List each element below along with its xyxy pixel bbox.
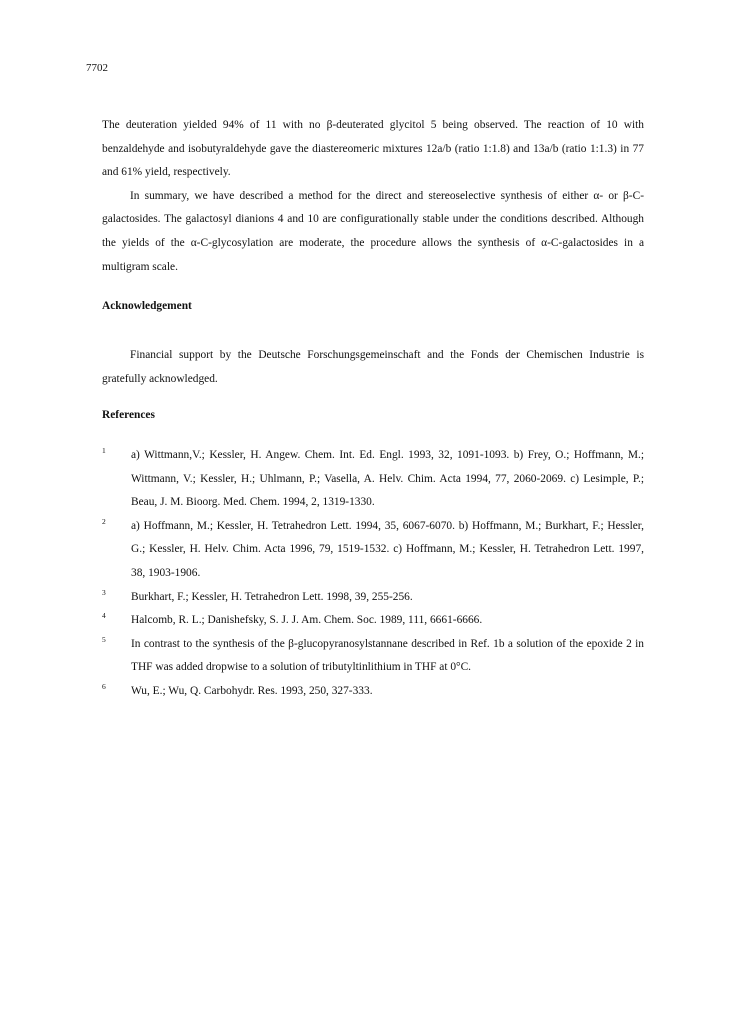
reference-item xyxy=(102,515,644,586)
acknowledgement-text: Financial support by the Deutsche Forschungsgemeinschaft and the Fonds der Chemischen Industrie is gratefully acknowledged. xyxy=(102,349,644,385)
reference-text: a) Wittmann,V.; Kessler, H. Angew. Chem. Int. Ed. Engl. 1993, 32, 1091-1093. b) Frey, O.; Hoffmann, M.; Wittmann, V.; Kessler, H.; Uhlmann, P.; Vasella, A. Helv. Chim. Acta 1994, 77, 2060-2069. c) Lesimple, P.; Beau, J. M. Bioorg. Med. Chem. 1994, 2, 1319-1330. xyxy=(131,449,644,509)
reference-number: 6 xyxy=(102,681,106,691)
reference-item xyxy=(102,586,644,610)
reference-item xyxy=(102,609,644,633)
reference-number: 4 xyxy=(102,611,106,621)
reference-number: 1 xyxy=(102,446,106,455)
reference-text: a) Hoffmann, M.; Kessler, H. Tetrahedron Lett. 1994, 35, 6067-6070. b) Hoffmann, M.; Burkhart, F.; Hessler, G.; Kessler, H. Helv. Chim. Acta 1996, 79, 1519-1532. c) Hoffmann, M.; Kessler, H. Tetrahedron Lett. 1997, 38, 1903-1906. xyxy=(131,519,644,579)
reference-number: 5 xyxy=(102,634,106,644)
reference-text: Wu, E.; Wu, Q. Carbohydr. Res. 1993, 250, 327-333. xyxy=(131,684,373,697)
reference-number: 3 xyxy=(102,587,106,597)
page-number: 7702 xyxy=(86,62,108,74)
reference-number: 2 xyxy=(102,516,106,526)
references-heading: References xyxy=(102,409,155,421)
reference-text: Halcomb, R. L.; Danishefsky, S. J. J. Am. Chem. Soc. 1989, 111, 6661-6666. xyxy=(131,614,483,627)
reference-list xyxy=(102,444,644,704)
paragraph-summary: In summary, we have described a method for the direct and stereoselective synthesis of either α- or β-C-galactosides. The galactosyl dianions 4 and 10 are configurationally stable under the conditions described. Although the yields of the α-C-glycosylation are moderate, the procedure allows the synthesis of α-C-galactosides in a multigram scale. xyxy=(102,189,644,273)
reference-item xyxy=(102,444,644,515)
reference-text: Burkhart, F.; Kessler, H. Tetrahedron Lett. 1998, 39, 255-256. xyxy=(131,590,413,603)
reference-item xyxy=(102,633,644,680)
reference-text: In contrast to the synthesis of the β-glucopyranosylstannane described in Ref. 1b a solution of the epoxide 2 in THF was added dropwise to a solution of tributyltinlithium in THF at 0°C. xyxy=(131,637,644,674)
reference-item xyxy=(102,680,644,704)
body-text xyxy=(102,114,644,279)
acknowledgement-heading: Acknowledgement xyxy=(102,300,192,312)
paragraph-results: The deuteration yielded 94% of 11 with no β-deuterated glycitol 5 being observed. The reaction of 10 with benzaldehyde and isobutyraldehyde gave the diastereomeric mixtures 12a/b (ratio 1:1.8) and 13a/b (ratio 1:1.3) in 77 and 61% yield, respectively. xyxy=(102,119,644,179)
